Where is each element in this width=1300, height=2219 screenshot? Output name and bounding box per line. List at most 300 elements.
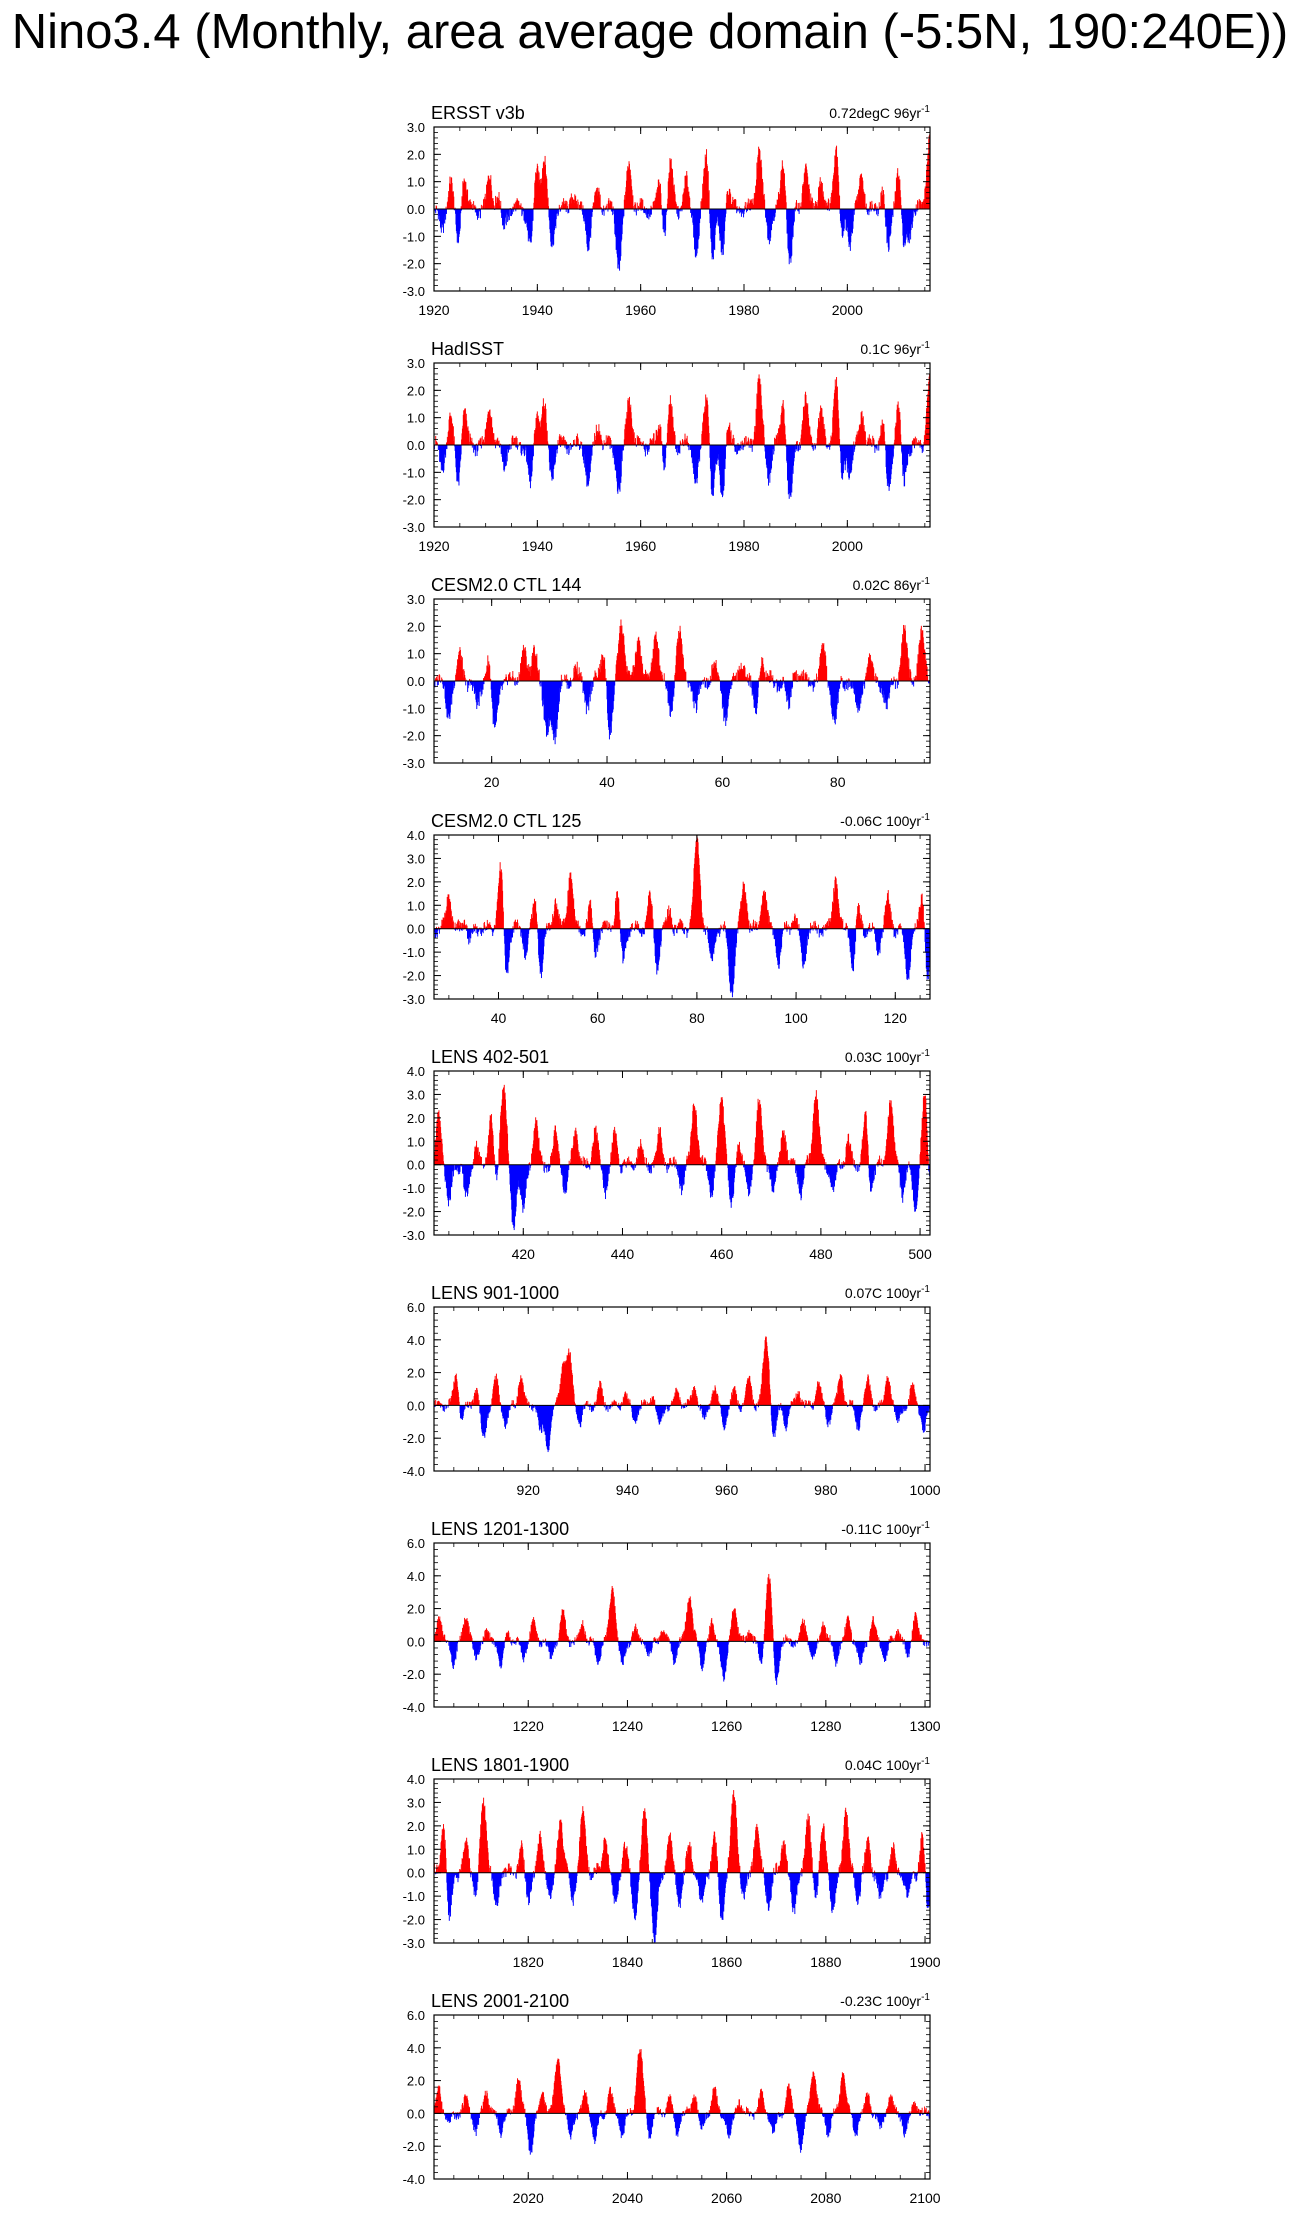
bar-positive <box>736 673 737 681</box>
bar-negative <box>475 445 476 450</box>
bar-positive <box>606 925 607 929</box>
bar-negative <box>476 929 477 933</box>
y-tick-label: 0.0 <box>406 202 425 217</box>
bar-negative <box>810 929 811 934</box>
bar-positive <box>748 678 749 681</box>
bar-positive <box>516 436 517 445</box>
bar-positive <box>496 441 497 445</box>
bar-positive <box>827 206 828 209</box>
bar-negative <box>579 445 580 450</box>
bar-negative <box>648 445 649 450</box>
bar-negative <box>780 681 781 688</box>
bar-positive <box>642 200 643 209</box>
bar-negative <box>477 445 478 451</box>
bar-positive <box>709 190 710 209</box>
bar-positive <box>750 199 751 209</box>
bar-positive <box>866 204 867 209</box>
bar-positive <box>574 440 575 445</box>
bar-positive <box>753 920 754 929</box>
bar-positive <box>462 925 463 929</box>
bar-positive <box>539 669 540 681</box>
bar-positive <box>641 199 642 209</box>
bar-negative <box>819 929 820 933</box>
bar-negative <box>582 209 583 215</box>
bar-negative <box>566 445 567 449</box>
x-tick-label: 1920 <box>418 302 450 318</box>
bar-negative <box>509 209 510 220</box>
bar-negative <box>477 209 478 216</box>
bar-negative <box>570 681 571 687</box>
trend-label: 0.1C $96yr^{-1}$ <box>860 340 930 357</box>
y-tick-label: 1.0 <box>406 646 425 662</box>
bar-positive <box>823 925 824 929</box>
bar-positive <box>750 675 751 681</box>
bar-positive <box>481 205 482 209</box>
bar-negative <box>749 929 750 933</box>
bar-positive <box>900 923 901 928</box>
bar-negative <box>799 209 800 214</box>
bar-negative <box>661 929 662 942</box>
bar-positive <box>875 673 876 681</box>
bar-positive <box>919 199 920 209</box>
bar-negative <box>623 209 624 216</box>
bar-positive <box>565 441 566 445</box>
bar-negative <box>610 445 611 449</box>
series-area <box>434 620 931 745</box>
bar-positive <box>604 440 605 445</box>
bar-negative <box>896 929 897 934</box>
bar-positive <box>635 204 636 209</box>
bar-positive <box>461 923 462 929</box>
bar-negative <box>827 445 828 449</box>
bar-negative <box>513 929 514 933</box>
y-tick-label: -3.0 <box>402 992 425 1007</box>
bar-positive <box>672 925 673 929</box>
bar-negative <box>645 209 646 215</box>
bar-negative <box>718 929 719 933</box>
bar-negative <box>877 445 878 451</box>
bar-negative <box>792 681 793 687</box>
bar-negative <box>876 209 877 214</box>
bar-positive <box>869 923 870 929</box>
bar-negative <box>890 681 891 687</box>
bar-positive <box>580 201 581 209</box>
bar-negative <box>707 681 708 689</box>
y-tick-label: -2.0 <box>402 728 425 744</box>
bar-negative <box>822 929 823 937</box>
bar-negative <box>645 445 646 456</box>
bar-negative <box>603 445 604 449</box>
bar-negative <box>725 445 726 459</box>
bar-negative <box>864 681 865 689</box>
bar-positive <box>796 203 797 209</box>
y-tick-label: -1.0 <box>402 465 425 481</box>
y-tick-label: -2.0 <box>402 492 425 508</box>
bar-positive <box>826 923 827 929</box>
bar-negative <box>798 445 799 451</box>
y-tick-label: 2.0 <box>406 147 425 163</box>
bar-negative <box>897 929 898 935</box>
bar-negative <box>794 209 795 221</box>
bar-negative <box>699 445 700 461</box>
bar-negative <box>853 209 854 221</box>
bar-negative <box>480 929 481 934</box>
x-tick-label: 2000 <box>831 538 863 554</box>
bar-positive <box>869 434 870 445</box>
bar-negative <box>567 445 568 449</box>
bar-negative <box>789 929 790 935</box>
bar-negative <box>461 445 462 454</box>
bar-negative <box>742 209 743 214</box>
bar-negative <box>465 681 466 685</box>
bar-positive <box>927 676 928 681</box>
bar-positive <box>798 203 799 209</box>
bar-positive <box>499 441 500 445</box>
bar-negative <box>674 929 675 936</box>
trend-label: 0.72degC $96yr^{-1}$ <box>829 104 930 121</box>
bar-negative <box>437 681 438 686</box>
bar-negative <box>758 681 759 688</box>
bar-positive <box>580 441 581 445</box>
bar-negative <box>891 681 892 685</box>
bar-positive <box>785 439 786 445</box>
bar-negative <box>809 681 810 686</box>
bar-negative <box>913 209 914 217</box>
bar-positive <box>916 438 917 445</box>
bar-positive <box>487 920 488 929</box>
bar-positive <box>579 205 580 209</box>
bar-negative <box>517 681 518 685</box>
bar-positive <box>875 205 876 209</box>
bar-positive <box>769 676 770 681</box>
bar-negative <box>855 929 856 942</box>
bar-positive <box>681 206 682 209</box>
bar-negative <box>700 209 701 219</box>
bar-negative <box>736 445 737 455</box>
bar-negative <box>533 209 534 221</box>
bar-positive <box>497 438 498 445</box>
bar-positive <box>747 674 748 681</box>
y-tick-label: 3.0 <box>406 356 425 371</box>
y-tick-label: -3.0 <box>402 520 425 535</box>
bar-negative <box>675 445 676 449</box>
bar-negative <box>478 209 479 218</box>
bar-positive <box>603 206 604 209</box>
chart-panel <box>403 811 931 1026</box>
bar-positive <box>515 678 516 681</box>
bar-negative <box>435 209 436 213</box>
bar-positive <box>919 442 920 445</box>
bar-positive <box>865 194 866 209</box>
bar-positive <box>490 925 491 929</box>
bar-positive <box>643 441 644 445</box>
bar-positive <box>771 675 772 681</box>
bar-positive <box>915 437 916 445</box>
bar-positive <box>489 666 490 681</box>
bar-negative <box>612 209 613 215</box>
y-tick-label: -3.0 <box>402 756 425 771</box>
bar-negative <box>446 445 447 449</box>
bar-negative <box>750 681 751 687</box>
bar-negative <box>580 445 581 449</box>
bar-positive <box>471 438 472 445</box>
bar-positive <box>607 436 608 445</box>
bar-negative <box>512 929 513 938</box>
bar-positive <box>826 666 827 681</box>
bar-negative <box>895 681 896 689</box>
bar-positive <box>800 203 801 209</box>
bar-negative <box>688 445 689 450</box>
bar-positive <box>747 202 748 209</box>
bar-negative <box>558 209 559 215</box>
bar-positive <box>479 441 480 445</box>
bar-negative <box>546 929 547 934</box>
bar-positive <box>606 435 607 445</box>
bar-positive <box>874 440 875 445</box>
bar-positive <box>466 924 467 928</box>
y-tick-label: 4.0 <box>406 828 425 843</box>
y-tick-label: 1.0 <box>406 410 425 426</box>
bar-positive <box>796 441 797 445</box>
bar-positive <box>916 204 917 209</box>
bar-positive <box>825 438 826 445</box>
bar-negative <box>643 929 644 934</box>
bar-negative <box>741 445 742 449</box>
bar-negative <box>810 681 811 686</box>
bar-positive <box>576 436 577 445</box>
bar-positive <box>609 436 610 445</box>
bar-negative <box>522 209 523 215</box>
x-tick-label: 1940 <box>521 538 553 554</box>
bar-negative <box>773 929 774 935</box>
y-tick-label: 3.0 <box>406 851 425 867</box>
bar-positive <box>484 925 485 928</box>
bar-negative <box>604 209 605 216</box>
bar-positive <box>683 442 684 445</box>
bar-positive <box>562 202 563 209</box>
bar-positive <box>664 673 665 681</box>
bar-negative <box>893 445 894 449</box>
y-tick-label: 2.0 <box>406 874 425 890</box>
bar-positive <box>765 677 766 681</box>
bar-positive <box>610 201 611 209</box>
bar-positive <box>679 923 680 929</box>
chart-panel <box>403 575 931 790</box>
bar-negative <box>782 681 783 685</box>
bar-positive <box>865 440 866 445</box>
bar-negative <box>839 681 840 689</box>
bar-positive <box>915 923 916 928</box>
x-tick-label: 20 <box>483 774 500 790</box>
bar-positive <box>769 670 770 681</box>
bar-positive <box>605 669 606 681</box>
bar-negative <box>814 681 815 687</box>
bar-positive <box>499 206 500 209</box>
bar-positive <box>607 204 608 209</box>
bar-positive <box>756 922 757 929</box>
bar-negative <box>878 445 879 451</box>
bar-positive <box>439 675 440 681</box>
bar-positive <box>811 437 812 445</box>
bar-negative <box>446 445 447 449</box>
bar-positive <box>640 202 641 209</box>
bar-positive <box>650 438 651 445</box>
bar-positive <box>797 925 798 929</box>
bar-positive <box>783 677 784 681</box>
bar-positive <box>764 437 765 445</box>
bar-negative <box>736 929 737 943</box>
bar-positive <box>517 923 518 929</box>
bar-positive <box>459 921 460 929</box>
bar-negative <box>649 445 650 449</box>
bar-positive <box>500 201 501 209</box>
bar-positive <box>756 924 757 929</box>
bar-positive <box>638 924 639 929</box>
bar-positive <box>661 205 662 209</box>
bar-negative <box>454 681 455 686</box>
bar-negative <box>568 209 569 213</box>
bar-positive <box>839 196 840 209</box>
bar-positive <box>901 205 902 209</box>
panel-title: ERSST v3b <box>431 103 525 123</box>
bar-negative <box>644 209 645 213</box>
bar-positive <box>748 921 749 929</box>
bar-positive <box>671 918 672 929</box>
bar-negative <box>739 209 740 213</box>
plot-frame <box>434 835 930 999</box>
x-tick-label: 1920 <box>418 538 450 554</box>
bar-negative <box>725 209 726 214</box>
y-tick-label: 3.0 <box>406 592 425 607</box>
bar-positive <box>638 438 639 445</box>
bar-positive <box>573 440 574 445</box>
bar-positive <box>764 200 765 209</box>
bar-positive <box>786 202 787 209</box>
bar-positive <box>506 677 507 681</box>
bar-negative <box>509 445 510 450</box>
bar-negative <box>808 681 809 687</box>
bar-positive <box>515 202 516 209</box>
bar-positive <box>581 672 582 681</box>
bar-negative <box>898 681 899 685</box>
bar-negative <box>892 681 893 685</box>
y-tick-label: -3.0 <box>402 284 425 299</box>
bar-negative <box>740 209 741 212</box>
bar-positive <box>610 440 611 445</box>
bar-negative <box>677 209 678 217</box>
bar-negative <box>774 445 775 451</box>
bar-positive <box>892 920 893 929</box>
bar-negative <box>796 445 797 451</box>
panel-title: HadISST <box>431 339 505 359</box>
bar-positive <box>676 204 677 209</box>
bar-positive <box>893 677 894 681</box>
bar-negative <box>602 929 603 933</box>
bar-positive <box>772 675 773 681</box>
y-tick-label: 2.0 <box>406 619 425 635</box>
bar-positive <box>682 923 683 928</box>
bar-positive <box>546 923 547 928</box>
bar-positive <box>675 435 676 445</box>
bar-positive <box>720 925 721 929</box>
bar-positive <box>842 919 843 929</box>
bar-negative <box>557 445 558 449</box>
bar-negative <box>483 681 484 690</box>
bar-positive <box>583 205 584 209</box>
chart-panel <box>403 339 931 554</box>
bar-negative <box>883 929 884 933</box>
bar-positive <box>561 925 562 929</box>
x-tick-label: 60 <box>714 774 731 790</box>
bar-positive <box>734 438 735 445</box>
bar-positive <box>600 195 601 209</box>
bar-negative <box>468 681 469 685</box>
bar-positive <box>884 204 885 209</box>
x-tick-label: 80 <box>829 774 846 790</box>
bar-negative <box>481 445 482 448</box>
bar-positive <box>654 433 655 445</box>
bar-positive <box>815 923 816 929</box>
bar-positive <box>566 675 567 682</box>
bar-positive <box>608 922 609 929</box>
bar-positive <box>560 437 561 445</box>
y-tick-label: 0.0 <box>406 674 425 689</box>
bar-positive <box>796 670 797 681</box>
bar-negative <box>567 681 568 689</box>
bar-positive <box>877 677 878 681</box>
bar-negative <box>781 681 782 689</box>
x-tick-label: 1960 <box>625 302 657 318</box>
bar-positive <box>704 925 705 928</box>
x-tick-label: 1980 <box>728 302 760 318</box>
bar-negative <box>911 445 912 453</box>
y-tick-label: -1.0 <box>402 229 425 245</box>
series-area <box>434 135 931 271</box>
y-tick-label: 1.0 <box>406 898 425 914</box>
bar-negative <box>915 209 916 215</box>
bar-positive <box>748 199 749 209</box>
bar-positive <box>675 925 676 928</box>
bar-negative <box>508 445 509 449</box>
bar-negative <box>709 681 710 685</box>
y-tick-label: 0.0 <box>406 438 425 453</box>
bar-negative <box>522 445 523 451</box>
bar-negative <box>600 929 601 940</box>
bar-positive <box>582 676 583 681</box>
bar-negative <box>436 929 437 936</box>
series-area <box>434 835 931 997</box>
bar-negative <box>571 681 572 687</box>
bar-positive <box>515 438 516 445</box>
bar-negative <box>480 209 481 218</box>
bar-positive <box>775 439 776 445</box>
bar-positive <box>797 674 798 681</box>
bar-negative <box>737 929 738 934</box>
bar-negative <box>706 681 707 688</box>
bar-negative <box>849 681 850 687</box>
bar-positive <box>519 672 520 681</box>
bar-negative <box>507 681 508 685</box>
bar-negative <box>732 681 733 685</box>
bar-negative <box>813 445 814 451</box>
bar-positive <box>741 442 742 445</box>
bar-negative <box>650 209 651 215</box>
bar-positive <box>825 924 826 929</box>
bar-negative <box>649 209 650 216</box>
bar-negative <box>846 681 847 689</box>
bar-positive <box>910 672 911 681</box>
bar-positive <box>750 924 751 929</box>
